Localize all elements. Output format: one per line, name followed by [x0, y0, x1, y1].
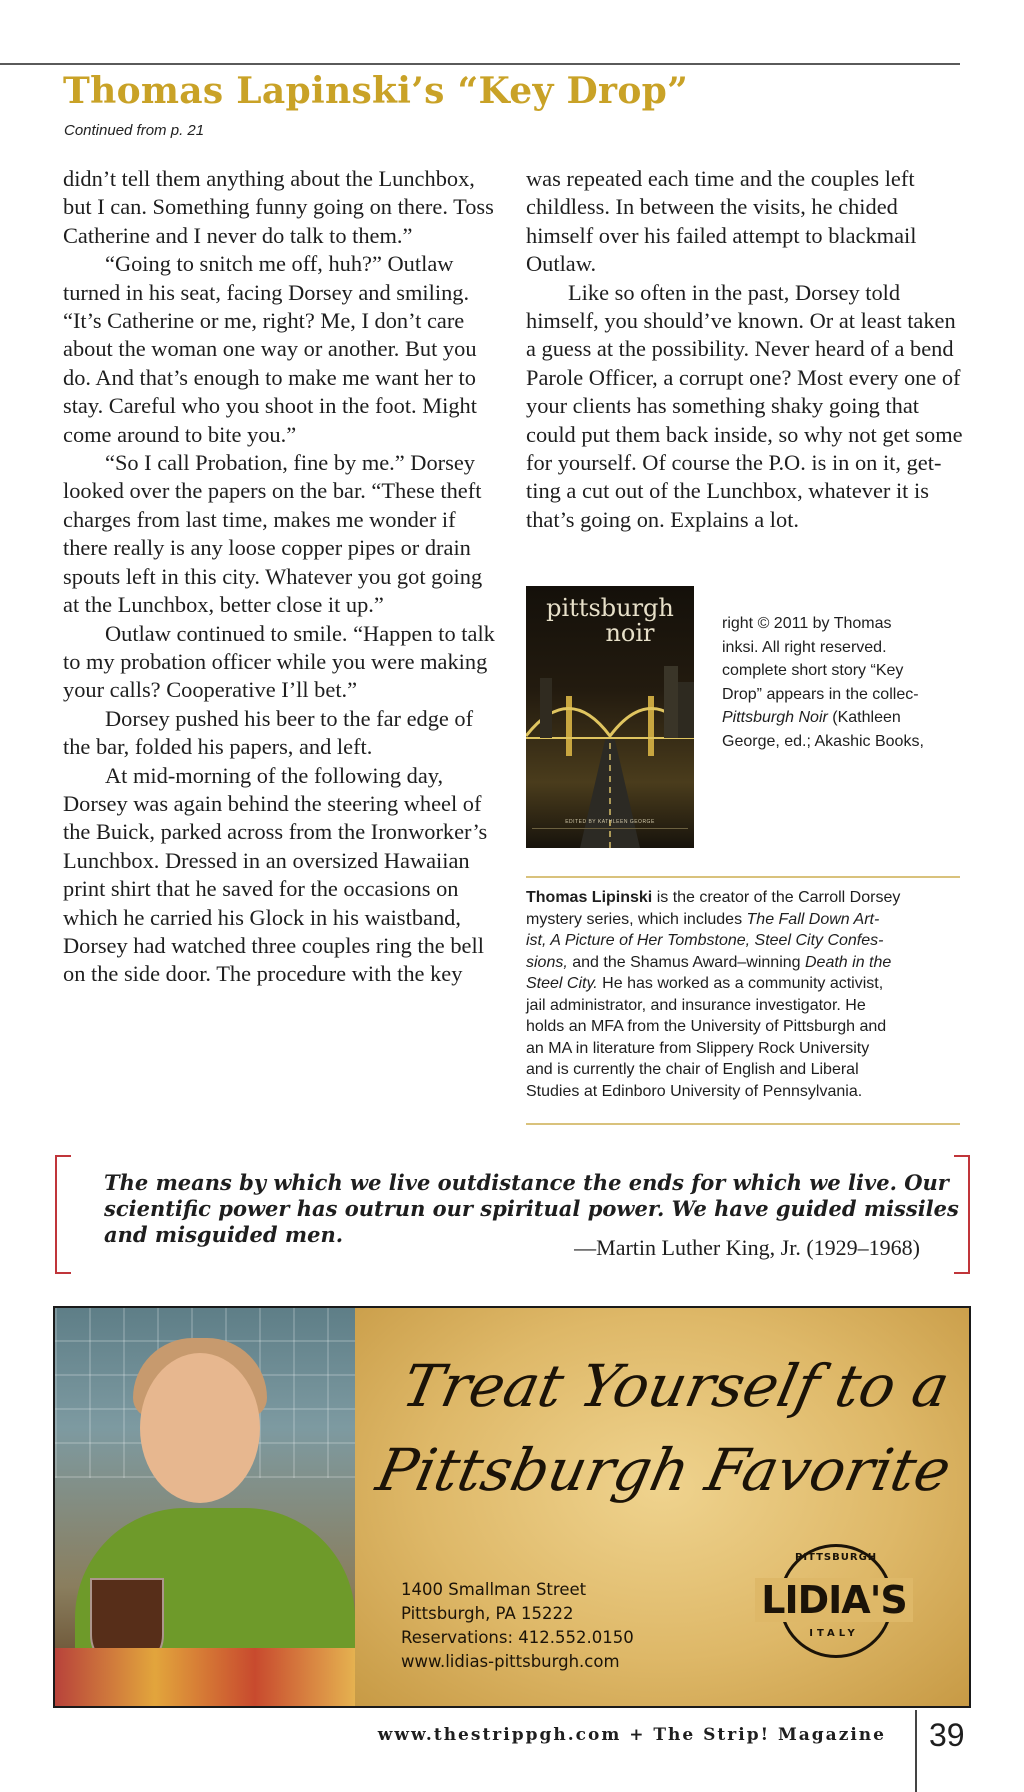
- copyright-line: [722, 706, 962, 730]
- quote-line: The means by which we live outdistance the ends for which we live. Our: [104, 1170, 949, 1195]
- ad-headline-line2: Pittsburgh Favorite: [370, 1436, 957, 1504]
- book-author-list: [532, 828, 688, 841]
- ad-city: Pittsburgh, PA 15222: [401, 1604, 574, 1623]
- book-title: [526, 596, 694, 646]
- bio-text: mystery series, which includes: [526, 910, 747, 928]
- bio-line: [526, 887, 964, 909]
- ad-street: 1400 Smallman Street: [401, 1580, 587, 1599]
- bio-line: and is currently the chair of English and Liberal: [526, 1061, 859, 1078]
- bio-book-title: Death in the: [805, 953, 892, 971]
- author-name: Thomas Lipinski: [526, 889, 653, 906]
- lidias-advertisement: [53, 1306, 971, 1708]
- ad-website: www.lidias-pittsburgh.com: [401, 1652, 620, 1671]
- ad-food-table: [55, 1648, 355, 1706]
- bio-book-title: Steel City.: [526, 975, 598, 992]
- book-title-line2: noir: [605, 619, 655, 647]
- copyright-line: inksi. All right reserved.: [722, 638, 887, 656]
- ad-reservations: Reservations: 412.552.0150: [401, 1628, 634, 1647]
- quote-bracket-left: [55, 1155, 71, 1274]
- book-editor: EDITED BY KATHLEEN GEORGE: [565, 819, 655, 825]
- footer-site-text: www.thestrippgh.com + The Strip! Magazine: [377, 1725, 886, 1745]
- bio-line: [526, 909, 964, 931]
- top-rule: [0, 63, 960, 65]
- left-column: [63, 165, 499, 989]
- bio-text: He has worked as a community activist,: [597, 975, 884, 992]
- copyright-line: complete short story “Key: [722, 662, 904, 679]
- ad-face: [140, 1353, 260, 1503]
- bio-text: and the Shamus Award–winning: [567, 953, 805, 971]
- logo-top-text: PITTSBURGH: [795, 1552, 878, 1563]
- page-number: 39: [929, 1717, 965, 1753]
- logo-name: LIDIA'S: [755, 1578, 913, 1622]
- article-title: Thomas Lapinski’s “Key Drop”: [63, 70, 689, 112]
- bio-line: Studies at Edinboro University of Pennsylvania.: [526, 1082, 863, 1100]
- ad-headline-line1: Treat Yourself to a: [396, 1352, 956, 1420]
- lidias-logo: [755, 1544, 913, 1694]
- right-column: [526, 165, 966, 534]
- body-paragraph: Dorsey pushed his beer to the far edge of the bar, folded his papers, and left.: [63, 705, 474, 760]
- bio-top-rule: [526, 876, 960, 878]
- copyright-editor: (Kathleen: [827, 709, 901, 726]
- copyright-line: George, ed.; Akashic Books,: [722, 732, 924, 750]
- body-paragraph: Like so often in the past, Dorsey told himself, you should’ve known. Or at least taken a guess at the possibility. Never heard of a bend Parole Officer, a corrupt one? Most every one of your clients has something shaky going that could put them back inside, so why not get some for yourself. Of course the P.O. is in on it, getting a cut out of the Lunchbox, whatever it is that’s going on. Explains a lot.: [526, 279, 963, 532]
- bio-line: [526, 952, 964, 974]
- body-paragraph: Outlaw continued to smile. “Happen to talk to my probation officer while you were making your calls? Cooperative I’ll bet.”: [63, 620, 495, 703]
- ad-chef-photo: [55, 1308, 355, 1706]
- ad-headline: [370, 1344, 971, 1512]
- logo-bottom-text: ITALY: [809, 1628, 859, 1639]
- copyright-line: right © 2011 by Thomas: [722, 615, 892, 632]
- bio-book-title: ist, A Picture of Her Tombstone, Steel City Confes-: [526, 932, 884, 949]
- body-paragraph: “So I call Probation, fine by me.” Dorsey looked over the papers on the bar. “These theft charges from last time, makes me wonder if there really is any loose copper pipes or drain spouts left in this city. Whatever you got going at the Lunchbox, better close it up.”: [63, 450, 483, 618]
- body-paragraph: “Going to snitch me off, huh?” Outlaw turned in his seat, facing Dorsey and smiling. “It’s Catherine or me, right? Me, I don’t care about the woman one way or another. But you do. And that’s enough to make me want her to stay. Careful who you shoot in the foot. Might come around to bite you.”: [63, 251, 477, 447]
- bio-text: is the creator of the Carroll Dorsey: [652, 889, 901, 906]
- bio-bottom-rule: [526, 1123, 960, 1125]
- book-cover-image: [526, 586, 694, 848]
- bio-book-title: sions,: [526, 953, 568, 971]
- body-paragraph: didn’t tell them anything about the Lunchbox, but I can. Something funny going on there. Toss Catherine and I never do talk to them.”: [63, 166, 494, 248]
- ad-address-block: [401, 1578, 634, 1674]
- bio-book-title: The Fall Down Art-: [746, 910, 880, 928]
- bio-line: an MA in literature from Slippery Rock University: [526, 1039, 870, 1057]
- bio-line: [526, 930, 964, 952]
- book-title-italic: Pittsburgh Noir: [722, 709, 828, 726]
- copyright-note: [722, 612, 962, 753]
- author-bio: [526, 887, 964, 1102]
- quote-line: and misguided men.: [104, 1222, 344, 1247]
- bio-line: jail administrator, and insurance investigator. He: [526, 996, 866, 1014]
- body-paragraph: was repeated each time and the couples left childless. In between the visits, he chided himself over his failed attempt to blackmail Outlaw.: [526, 166, 917, 277]
- bio-line: [526, 973, 964, 995]
- footer-divider: [915, 1710, 917, 1792]
- bio-line: holds an MFA from the University of Pittsburgh and: [526, 1018, 887, 1035]
- body-paragraph: At mid-morning of the following day, Dorsey was again behind the steering wheel of the Buick, parked across from the Ironworker’s Lunchbox. Dressed in an oversized Hawaiian print shirt that he saved for the occasions on which he carried his Glock in his waistband, Dorsey had watched three couples ring the bell on the side door. The procedure with the key: [63, 762, 488, 987]
- quote-attribution: —Martin Luther King, Jr. (1929–1968): [574, 1235, 920, 1260]
- copyright-line: Drop” appears in the collec-: [722, 685, 919, 703]
- book-title-line1: pittsburgh: [546, 594, 674, 622]
- continued-note: Continued from p. 21: [64, 122, 205, 139]
- quote-line: scientific power has outrun our spiritual power. We have guided missiles: [104, 1196, 959, 1221]
